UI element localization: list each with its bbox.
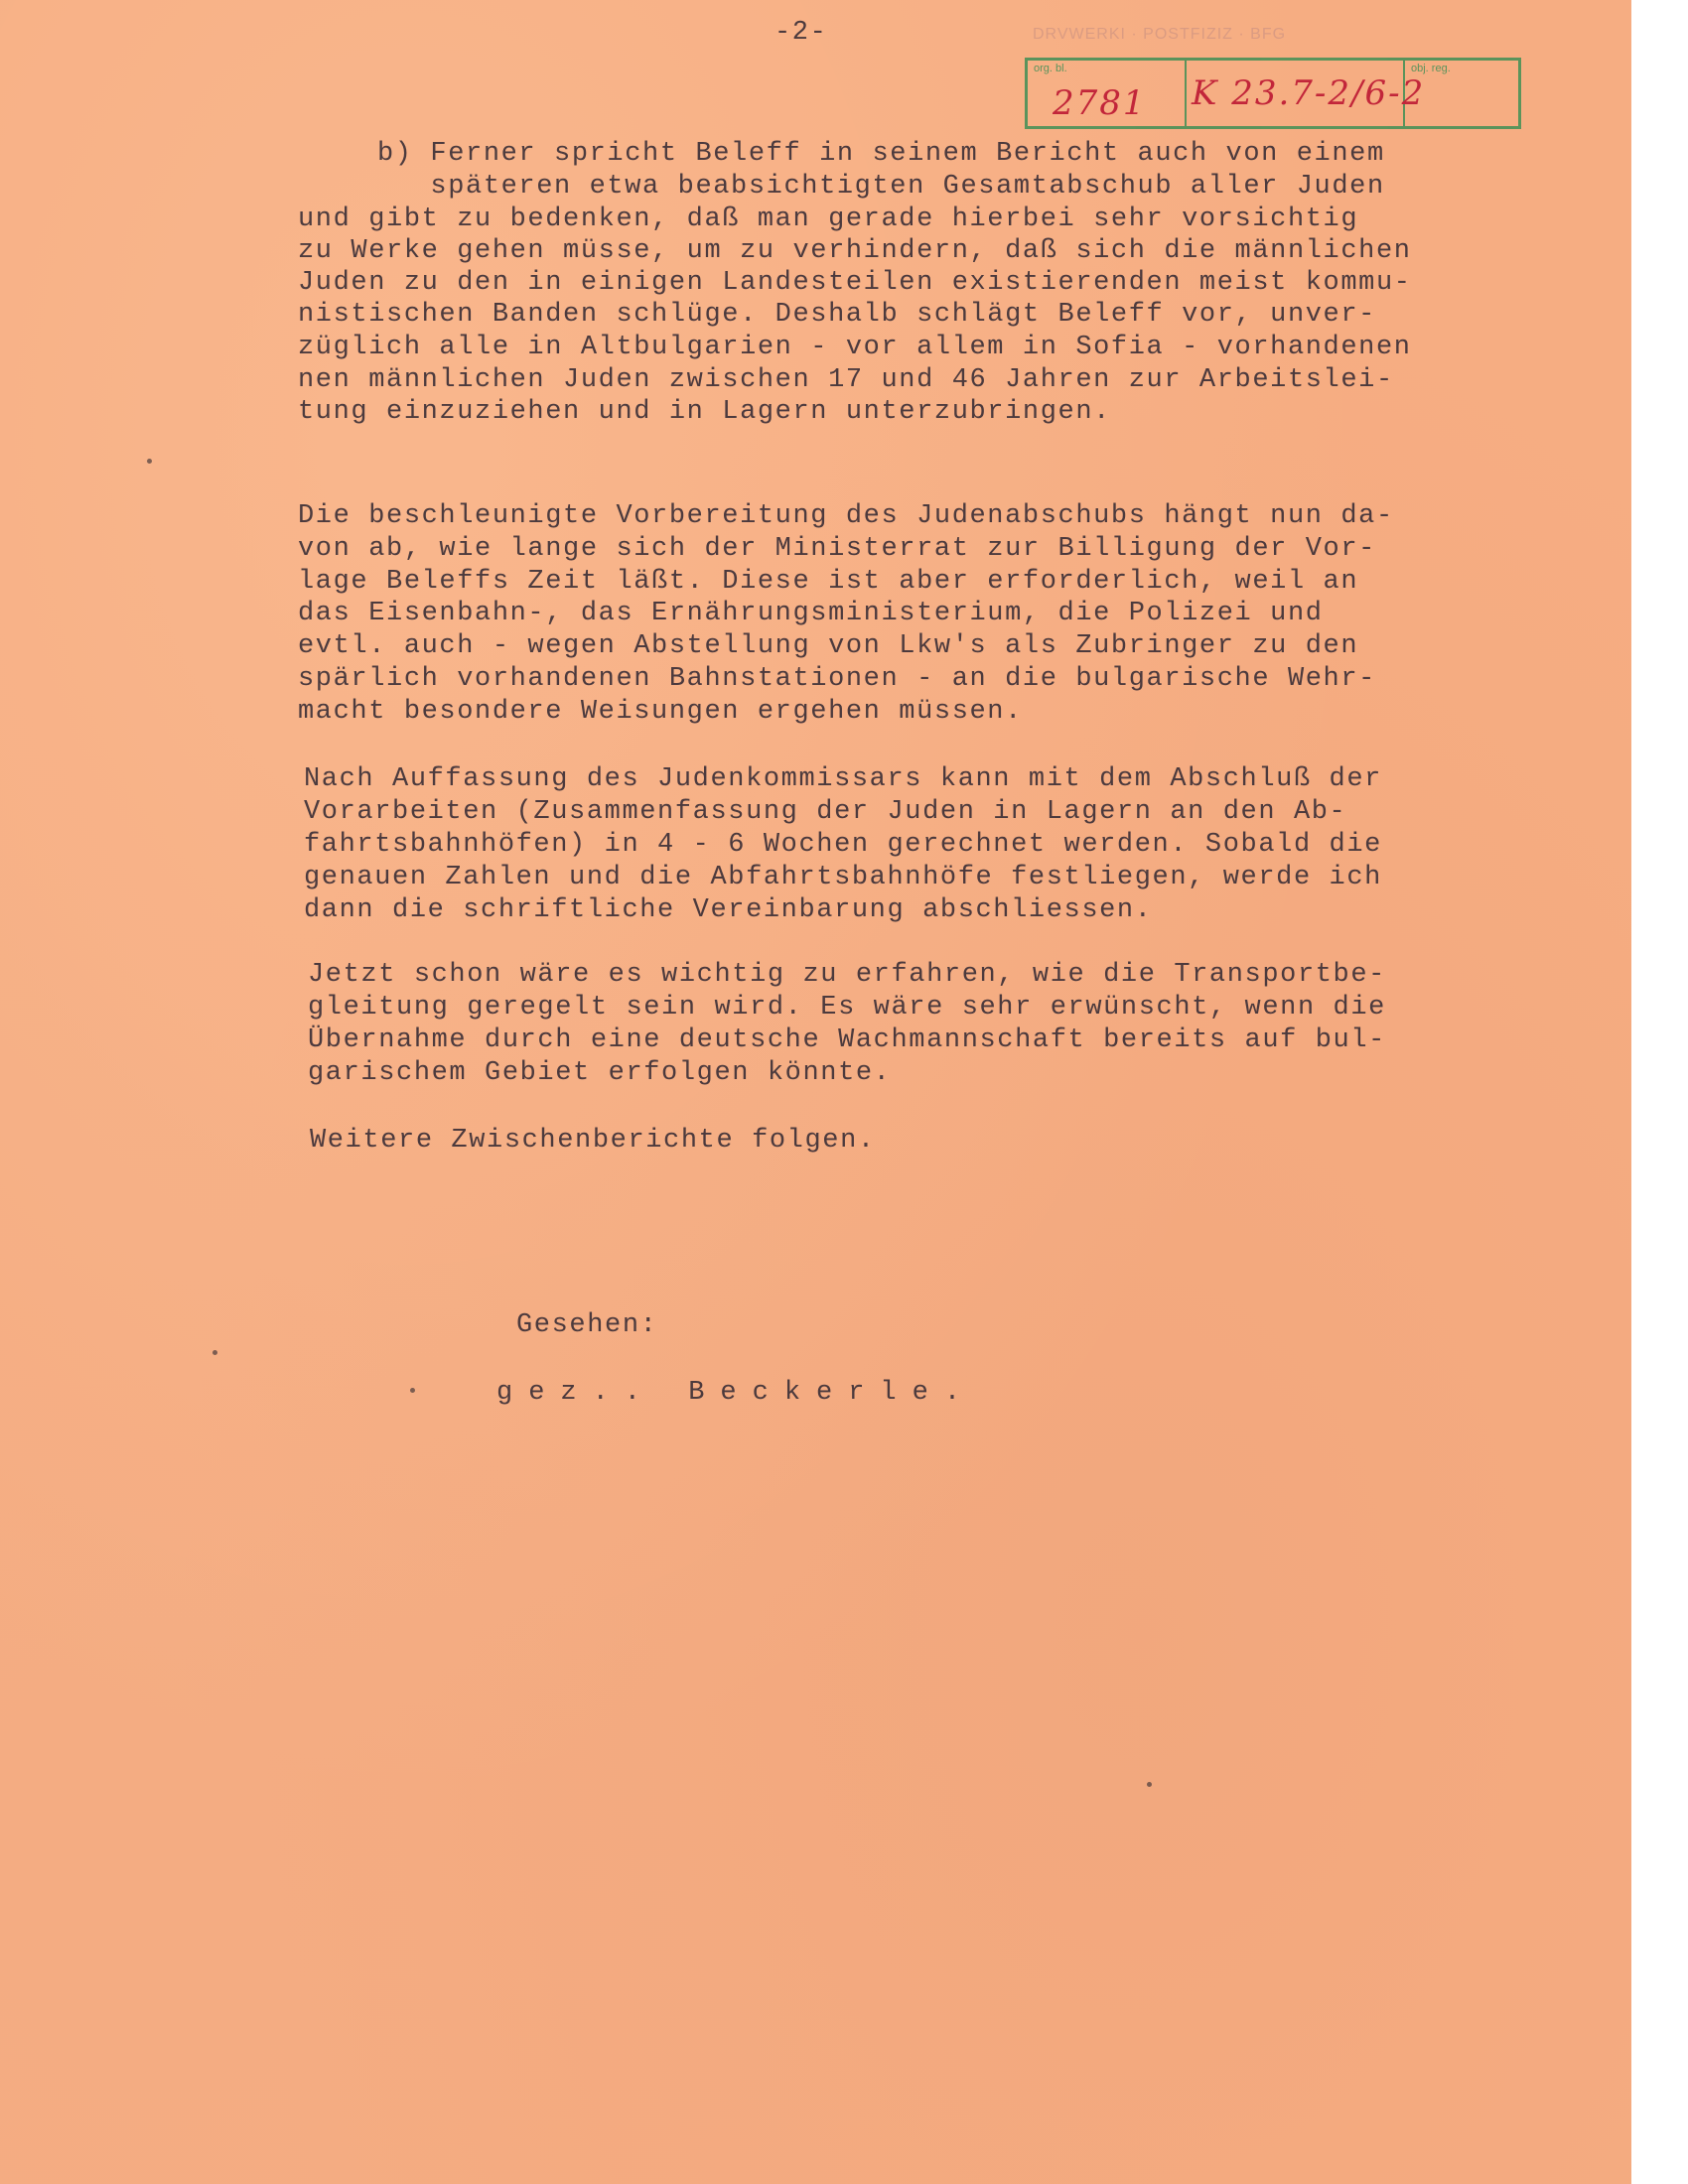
page-number: -2- [774, 18, 828, 48]
seen-label: Gesehen: [516, 1310, 658, 1340]
text-line: macht besondere Weisungen ergehen müssen. [298, 697, 1023, 727]
scan-margin [1631, 0, 1688, 2184]
text-line: Juden zu den in einigen Landesteilen existierenden meist kommu- [298, 268, 1412, 298]
text-line: tung einzuziehen und in Lagern unterzubringen. [298, 397, 1111, 427]
text-line: das Eisenbahn-, das Ernährungsministerium, die Polizei und [298, 599, 1324, 628]
text-line: garischem Gebiet erfolgen könnte. [308, 1058, 892, 1088]
text-line: Die beschleunigte Vorbereitung des Judenabschubs hängt nun da- [298, 501, 1394, 531]
text-line: dann die schriftliche Vereinbarung abschliessen. [304, 895, 1153, 925]
text-line: Jetzt schon wäre es wichtig zu erfahren, wie die Transportbe- [308, 960, 1386, 990]
text-line: und gibt zu bedenken, daß man gerade hierbei sehr vorsichtig [298, 205, 1359, 234]
text-line: Vorarbeiten (Zusammenfassung der Juden in Lagern an den Ab- [304, 797, 1347, 827]
text-line: zu Werke gehen müsse, um zu verhindern, daß sich die männlichen [298, 236, 1412, 266]
text-line: nen männlichen Juden zwischen 17 und 46 Jahren zur Arbeitslei- [298, 365, 1394, 395]
signature-line: gez.. Beckerle. [496, 1378, 977, 1408]
text-line: züglich alle in Altbulgarien - vor allem in Sofia - vorhandenen [298, 333, 1412, 362]
text-line: nistischen Banden schlüge. Deshalb schlägt Beleff vor, unver- [298, 300, 1376, 330]
text-line: Übernahme durch eine deutsche Wachmannschaft bereits auf bul- [308, 1025, 1386, 1055]
text-line: genauen Zahlen und die Abfahrtsbahnhöfe festliegen, werde ich [304, 863, 1382, 892]
stamp-header: DRVWERKI · POSTFIZIZ · BFG [1033, 26, 1287, 43]
speck [212, 1350, 217, 1355]
handwritten-archive-number: 2781 [1053, 83, 1147, 123]
speck [147, 459, 152, 464]
text-line: evtl. auch - wegen Abstellung von Lkw's als Zubringer zu den [298, 631, 1359, 661]
text-line: fahrtsbahnhöfen) in 4 - 6 Wochen gerechnet werden. Sobald die [304, 830, 1382, 860]
text-line: lage Beleffs Zeit läßt. Diese ist aber erforderlich, weil an [298, 567, 1359, 597]
handwritten-reference: K 23.7-2/6-2 [1192, 73, 1426, 113]
text-line: b) Ferner spricht Beleff in seinem Bericht auch von einem [377, 139, 1385, 169]
text-line: von ab, wie lange sich der Ministerrat zur Billigung der Vor- [298, 534, 1376, 564]
speck [1147, 1782, 1152, 1787]
speck [410, 1388, 415, 1393]
stamp-label-right: obj. reg. [1411, 63, 1451, 74]
text-line: Nach Auffassung des Judenkommissars kann mit dem Abschluß der [304, 764, 1382, 794]
text-line: spärlich vorhandenen Bahnstationen - an die bulgarische Wehr- [298, 664, 1376, 694]
closing-line: Weitere Zwischenberichte folgen. [310, 1126, 876, 1156]
text-line: gleitung geregelt sein wird. Es wäre sehr erwünscht, wenn die [308, 993, 1386, 1023]
text-line: späteren etwa beabsichtigten Gesamtabschub aller Juden [377, 172, 1385, 202]
stamp-label-left: org. bl. [1034, 63, 1067, 74]
